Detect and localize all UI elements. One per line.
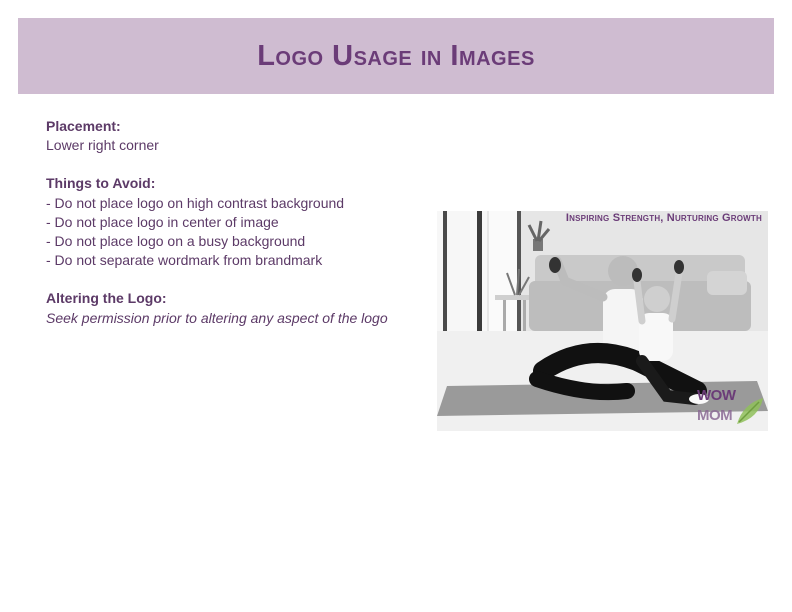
avoid-section bbox=[46, 174, 426, 270]
placement-text: Lower right corner bbox=[46, 137, 159, 154]
title-band bbox=[18, 18, 774, 94]
altering-text: Seek permission prior to altering any aspect of the logo bbox=[46, 309, 388, 326]
avoid-list bbox=[46, 194, 426, 271]
altering-heading: Altering the Logo: bbox=[46, 290, 167, 307]
altering-section bbox=[46, 289, 426, 327]
avoid-item: - Do not place logo in center of image bbox=[46, 213, 279, 230]
leaf-icon bbox=[733, 394, 767, 430]
logo-wordmark-bottom: MOM bbox=[697, 407, 733, 424]
avoid-item: - Do not separate wordmark from brandmark bbox=[46, 252, 323, 269]
avoid-item: - Do not place logo on high contrast background bbox=[46, 194, 345, 211]
guidelines-text bbox=[46, 117, 426, 347]
page-title: Logo Usage in Images bbox=[257, 39, 535, 72]
photo-caption: Inspiring Strength, Nurturing Growth bbox=[565, 212, 762, 224]
avoid-item: - Do not place logo on a busy background bbox=[46, 233, 306, 250]
avoid-heading: Things to Avoid: bbox=[46, 175, 156, 192]
logo-wordmark-top: WOW bbox=[697, 387, 736, 404]
placement-heading: Placement: bbox=[46, 118, 121, 134]
example-photo bbox=[437, 211, 768, 431]
placement-section bbox=[46, 117, 426, 155]
